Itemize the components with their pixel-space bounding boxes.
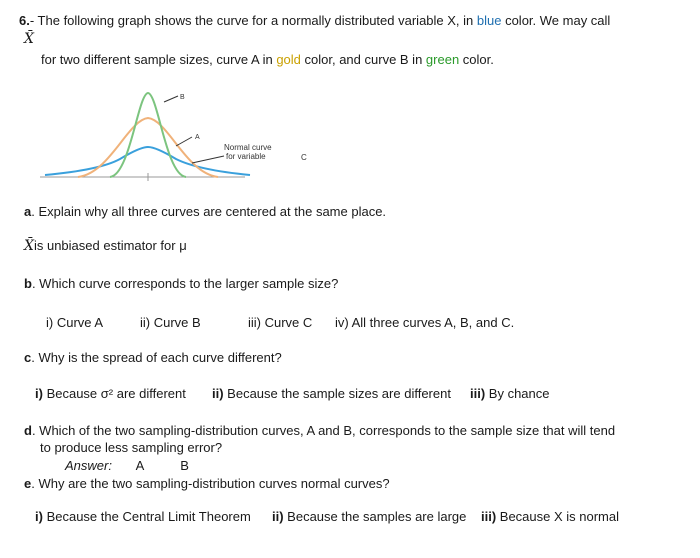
- label-c: C: [301, 153, 307, 162]
- part-c-option-3-text: By chance: [485, 386, 550, 401]
- part-c-option-3: [470, 386, 550, 401]
- part-e-option-1-prefix: i): [35, 509, 43, 524]
- arrow-b: [164, 96, 178, 102]
- part-c-text: . Why is the spread of each curve different?: [31, 350, 282, 365]
- arrow-c: [192, 156, 224, 163]
- part-c-option-2: [212, 386, 451, 401]
- part-e-text: . Why are the two sampling-distribution curves normal curves?: [31, 476, 390, 491]
- part-a-text: . Explain why all three curves are centered at the same place.: [31, 204, 387, 219]
- part-b-letter: b: [24, 276, 32, 291]
- part-c-option-1: [35, 386, 186, 401]
- line2-part2: color, and curve B in: [300, 52, 426, 67]
- label-a: A: [195, 134, 200, 141]
- part-c-option-2-text: Because the sample sizes are different: [223, 386, 451, 401]
- answer-label: Answer:: [65, 458, 112, 473]
- question-intro-line1: [19, 13, 610, 28]
- part-e-option-2-text: Because the samples are large: [283, 509, 467, 524]
- answer-xbar-symbol: X̄: [24, 238, 34, 254]
- part-c-option-1-text: Because σ² are different: [42, 386, 186, 401]
- part-e-option-1: [35, 509, 251, 524]
- green-word: green: [425, 52, 460, 67]
- part-e-option-3-prefix: iii): [481, 509, 497, 524]
- part-d-question-line2: to produce less sampling error?: [40, 440, 223, 455]
- question-intro-part1: - The following graph shows the curve for a normally distributed variable X, in: [29, 13, 477, 28]
- normal-curve-label-line2: for variable: [226, 152, 266, 161]
- xbar-symbol: X̄: [24, 31, 34, 47]
- question-intro-part2: color. We may call: [501, 13, 611, 28]
- part-c-option-2-prefix: ii): [212, 386, 224, 401]
- part-a-letter: a: [24, 204, 32, 219]
- part-d-question-line1: [24, 423, 615, 438]
- answer-choice-b: B: [180, 458, 189, 473]
- part-c-option-3-prefix: iii): [470, 386, 486, 401]
- part-b-option-4: iv) All three curves A, B, and C.: [335, 315, 515, 330]
- part-b-option-1: i) Curve A: [46, 315, 104, 330]
- gold-word: gold: [276, 52, 301, 67]
- part-e-question: [24, 476, 390, 491]
- arrow-a: [176, 137, 192, 146]
- part-b-option-2: ii) Curve B: [140, 315, 201, 330]
- part-a-answer: [24, 238, 187, 254]
- part-e-option-3-text: Because X is normal: [496, 509, 620, 524]
- part-d-answer-row: [65, 458, 189, 473]
- part-d-letter: d: [24, 423, 32, 438]
- question-intro-line2: [41, 52, 494, 67]
- part-b-text: . Which curve corresponds to the larger sample size?: [31, 276, 339, 291]
- part-a-question: [24, 204, 386, 219]
- part-e-option-1-text: Because the Central Limit Theorem: [42, 509, 251, 524]
- line2-part1: for two different sample sizes, curve A in: [41, 52, 277, 67]
- question-number: 6.: [19, 13, 30, 28]
- blue-word: blue: [476, 13, 502, 28]
- curve-b-green: [110, 93, 186, 177]
- part-e-option-2-prefix: ii): [272, 509, 284, 524]
- part-d-text-line1: . Which of the two sampling-distribution curves, A and B, corresponds to the sample size that will tend: [31, 423, 616, 438]
- part-e-letter: e: [24, 476, 32, 491]
- curve-c-blue: [45, 147, 250, 175]
- label-b: B: [180, 94, 185, 101]
- normal-curve-label-line1: Normal curve: [224, 143, 272, 152]
- part-b-question: [24, 276, 338, 291]
- part-e-option-2: [272, 509, 466, 524]
- part-c-option-1-prefix: i): [35, 386, 43, 401]
- part-e-option-3: [481, 509, 619, 524]
- normal-curves-graph: [40, 85, 330, 185]
- part-c-question: [24, 350, 282, 365]
- part-b-option-3: iii) Curve C: [248, 315, 313, 330]
- part-c-letter: c: [24, 350, 32, 365]
- answer-choice-a: A: [135, 458, 144, 473]
- line2-part3: color.: [459, 52, 494, 67]
- part-a-answer-text: is unbiased estimator for μ: [33, 238, 187, 253]
